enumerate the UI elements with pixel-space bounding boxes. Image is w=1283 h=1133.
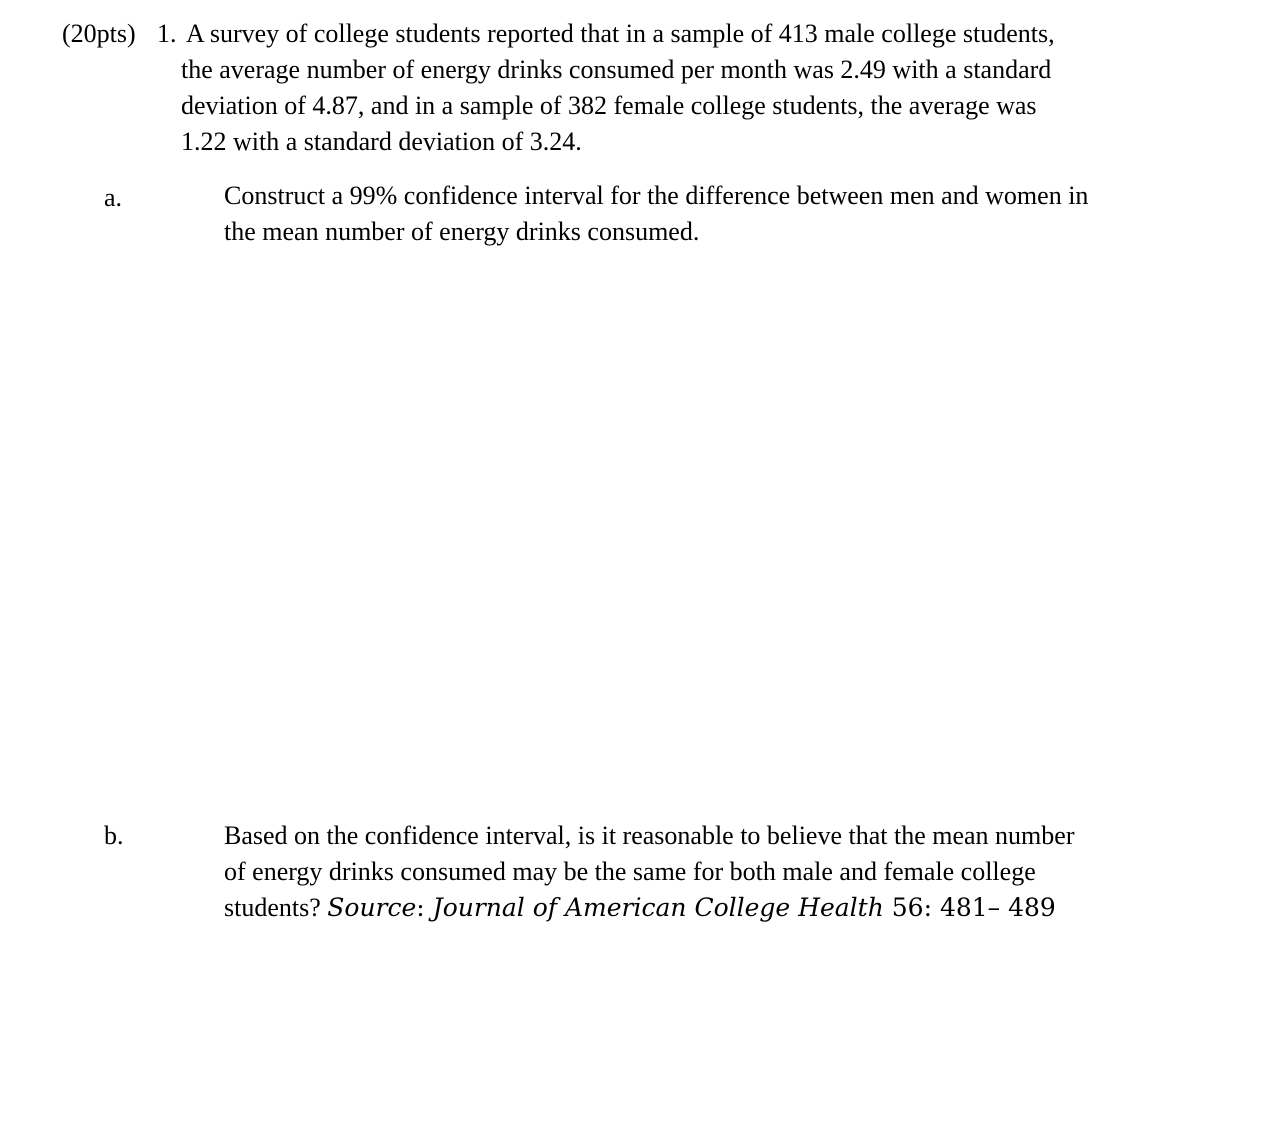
- question-line: deviation of 4.87, and in a sample of 382 female college students, the average was: [181, 91, 1037, 120]
- part-b-line-text: students?: [224, 893, 328, 922]
- source-label: Source: [327, 893, 417, 922]
- part-a-label: a.: [104, 183, 123, 212]
- source-colon: :: [416, 893, 433, 922]
- part-b-last-line: [224, 890, 1056, 926]
- part-a-line: Construct a 99% confidence interval for the difference between men and women in: [224, 181, 1089, 210]
- journal-name: Journal of American College Health: [432, 893, 884, 922]
- part-b-label: b.: [104, 821, 124, 850]
- question-line: the average number of energy drinks consumed per month was 2.49 with a standard: [181, 55, 1052, 84]
- part-b-line: Based on the confidence interval, is it reasonable to believe that the mean number: [224, 821, 1075, 850]
- points-label: (20pts): [62, 19, 136, 48]
- citation: 56: 481– 489: [883, 893, 1056, 922]
- question-line: 1.22 with a standard deviation of 3.24.: [181, 127, 582, 156]
- part-a-line: the mean number of energy drinks consumed.: [224, 217, 700, 246]
- question-number: 1.: [157, 19, 177, 48]
- question-line: A survey of college students reported that in a sample of 413 male college students,: [186, 19, 1055, 48]
- part-b-line: of energy drinks consumed may be the same for both male and female college: [224, 857, 1036, 886]
